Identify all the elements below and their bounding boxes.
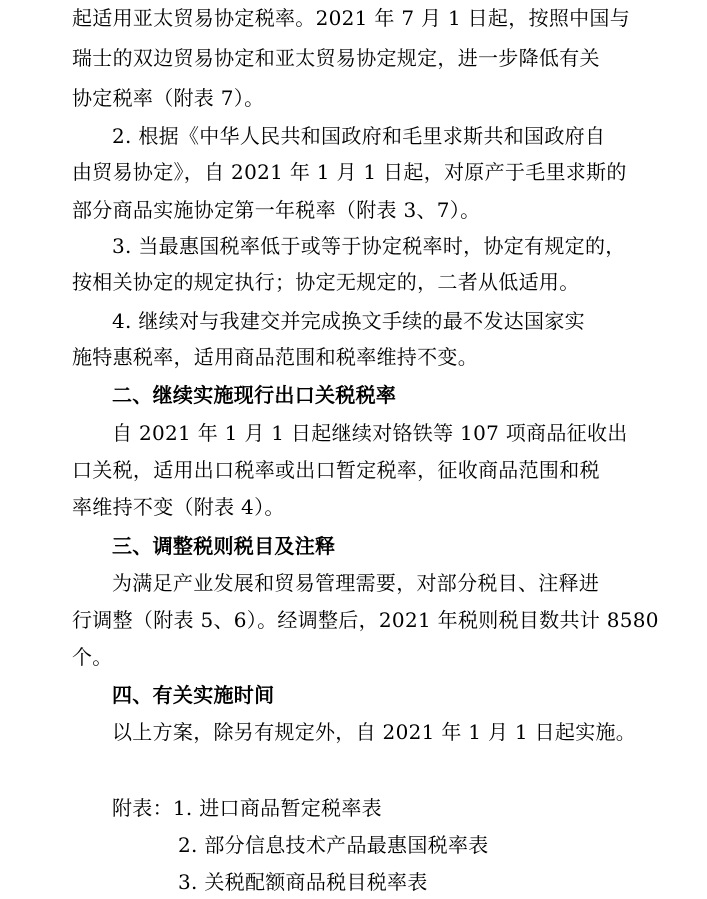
- attachment-list-lead: 附表：1. 进口商品暂定税率表: [112, 796, 382, 820]
- paragraph-line: 为满足产业发展和贸易管理需要，对部分税目、注释进: [112, 571, 600, 595]
- paragraph-line: 瑞士的双边贸易协定和亚太贸易协定规定，进一步降低有关: [72, 46, 600, 70]
- paragraph-line: 口关税，适用出口税率或出口暂定税率，征收商品范围和税: [72, 458, 600, 482]
- section-heading: 三、调整税则税目及注释: [112, 534, 336, 558]
- paragraph-line: 3. 当最惠国税率低于或等于协定税率时，协定有规定的，: [112, 234, 626, 258]
- paragraph-line: 自 2021 年 1 月 1 日起继续对铬铁等 107 项商品征收出: [112, 421, 628, 445]
- attachment-item: 2. 部分信息技术产品最惠国税率表: [178, 833, 489, 857]
- section-heading: 四、有关实施时间: [112, 683, 275, 707]
- paragraph-line: 按相关协定的规定执行；协定无规定的，二者从低适用。: [72, 270, 580, 294]
- paragraph-line: 部分商品实施协定第一年税率（附表 3、7）。: [72, 198, 481, 222]
- paragraph-line: 个。: [72, 645, 113, 669]
- section-heading: 二、继续实施现行出口关税税率: [112, 383, 397, 407]
- paragraph-line: 4. 继续对与我建交并完成换文手续的最不发达国家实: [112, 309, 585, 333]
- paragraph-line: 行调整（附表 5、6）。经调整后，2021 年税则税目数共计 8580: [72, 608, 659, 632]
- paragraph-line: 2. 根据《中华人民共和国政府和毛里求斯共和国政府自: [112, 124, 606, 148]
- paragraph-line: 协定税率（附表 7）。: [72, 86, 265, 110]
- paragraph-line: 率维持不变（附表 4）。: [72, 495, 285, 519]
- paragraph-line: 以上方案，除另有规定外，自 2021 年 1 月 1 日起实施。: [112, 720, 637, 744]
- paragraph-line: 起适用亚太贸易协定税率。2021 年 7 月 1 日起，按照中国与: [72, 6, 631, 30]
- attachment-item: 3. 关税配额商品税目税率表: [178, 870, 428, 894]
- paragraph-line: 由贸易协定》，自 2021 年 1 月 1 日起，对原产于毛里求斯的: [72, 160, 627, 184]
- paragraph-line: 施特惠税率，适用商品范围和税率维持不变。: [72, 345, 478, 369]
